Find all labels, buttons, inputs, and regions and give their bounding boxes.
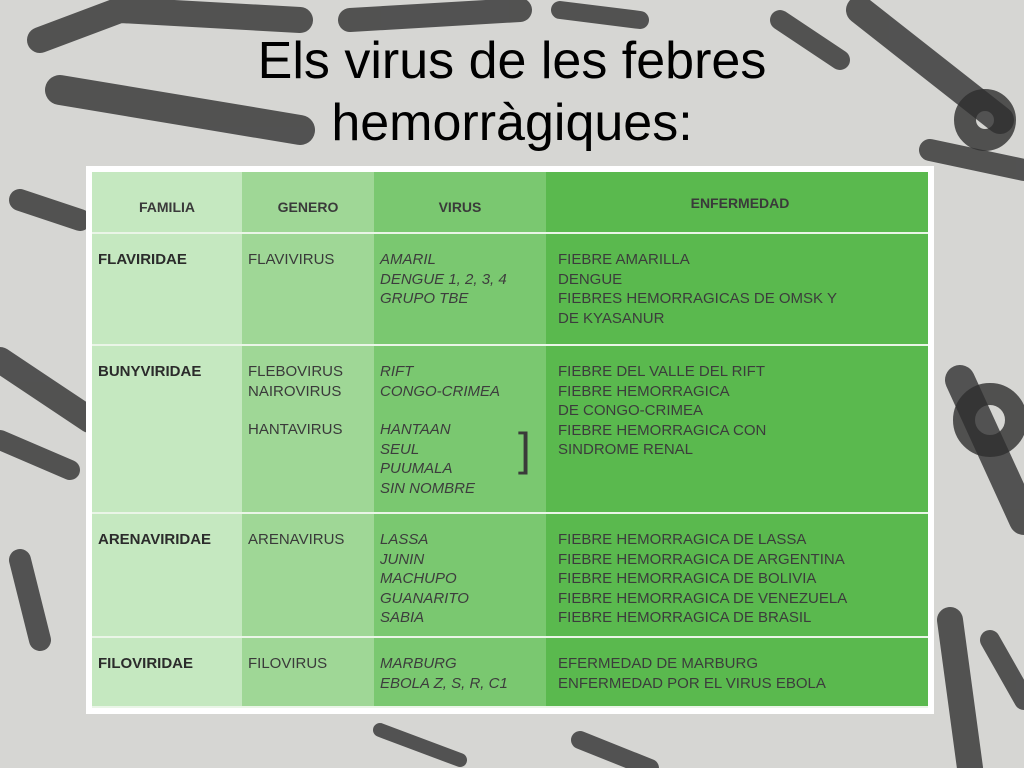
table-cell-line: SIN NOMBRE	[380, 479, 476, 497]
table-cell-line: FILOVIRIDAE	[98, 655, 194, 672]
table-cell-line: FIEBRE HEMORRAGICA	[558, 382, 730, 400]
table-grid	[92, 172, 928, 708]
table-cell-line: GRUPO TBE	[380, 290, 469, 307]
title-line-2: hemorràgiques:	[331, 94, 693, 152]
table-cell-line: FIEBRE HEMORRAGICA DE VENEZUELA	[558, 589, 848, 607]
table-cell-line: EBOLA Z, S, R, C1	[380, 674, 508, 692]
header-enfermedad: ENFERMEDAD	[546, 172, 928, 234]
table-cell-line: MACHUPO	[380, 570, 457, 587]
title-line-1: Els virus de les febres	[257, 32, 767, 90]
cell-genero	[242, 514, 374, 638]
table-cell-line: EFERMEDAD DE MARBURG	[558, 655, 759, 672]
table-cell-line: BUNYVIRIDAE	[98, 363, 202, 380]
table-cell-line: HANTAVIRUS	[248, 421, 343, 438]
table-cell-line: DE CONGO-CRIMEA	[558, 402, 704, 419]
table-cell-line	[248, 401, 368, 420]
table-cell-line: CONGO-CRIMEA	[380, 382, 500, 400]
header-virus: VIRUS	[374, 172, 546, 234]
table-cell-line	[380, 401, 540, 420]
table-cell-line: DENGUE 1, 2, 3, 4	[380, 270, 507, 288]
table-cell-line: LASSA	[380, 531, 429, 548]
cell-familia	[92, 514, 242, 638]
table-cell-line: MARBURG	[380, 655, 457, 672]
table-cell-line: FLEBOVIRUS	[248, 363, 344, 380]
cell-genero	[242, 346, 374, 514]
virus-table	[86, 166, 934, 714]
cell-familia	[92, 234, 242, 346]
cell-genero	[242, 234, 374, 346]
header-genero: GENERO	[242, 172, 374, 234]
table-cell-line: FIEBRE DEL VALLE DEL RIFT	[558, 363, 766, 380]
table-cell-line: AMARIL	[380, 251, 436, 268]
table-cell-line: FIEBRES HEMORRAGICAS DE OMSK Y	[558, 290, 837, 307]
cell-enfermedad	[546, 234, 928, 346]
table-cell-line: RIFT	[380, 363, 414, 380]
cell-virus	[374, 514, 546, 638]
table-cell-line: FIEBRE HEMORRAGICA DE BOLIVIA	[558, 570, 817, 587]
cell-enfermedad	[546, 638, 928, 708]
table-cell-line: PUUMALA	[380, 460, 453, 477]
table-cell-line: ENFERMEDAD POR EL VIRUS EBOLA	[558, 674, 826, 692]
cell-virus	[374, 234, 546, 346]
table-cell-line: ARENAVIRUS	[248, 531, 345, 548]
cell-virus	[374, 638, 546, 708]
table-cell-line: ARENAVIRIDAE	[98, 531, 212, 548]
table-cell-line: FIEBRE HEMORRAGICA DE BRASIL	[558, 609, 812, 626]
cell-familia	[92, 346, 242, 514]
table-cell-line: FIEBRE AMARILLA	[558, 251, 690, 268]
table-cell-line: DENGUE	[558, 270, 623, 288]
table-cell-line: FILOVIRUS	[248, 655, 328, 672]
table-cell-line: GUANARITO	[380, 589, 469, 607]
table-cell-line: FLAVIVIRUS	[248, 251, 335, 268]
cell-genero	[242, 638, 374, 708]
table-cell-line: FLAVIRIDAE	[98, 251, 187, 268]
table-cell-line: HANTAAN	[380, 421, 451, 438]
table-cell-line: SINDROME RENAL	[558, 441, 694, 458]
cell-enfermedad	[546, 514, 928, 638]
table-cell-line: DE KYASANUR	[558, 309, 665, 327]
table-cell-line: NAIROVIRUS	[248, 382, 342, 400]
table-cell-line: FIEBRE HEMORRAGICA DE ARGENTINA	[558, 550, 845, 568]
table-cell-line: FIEBRE HEMORRAGICA DE LASSA	[558, 531, 807, 548]
slide-title	[0, 30, 1024, 154]
cell-enfermedad	[546, 346, 928, 514]
table-cell-line: JUNIN	[380, 550, 425, 568]
table-cell-line: SEUL	[380, 440, 420, 458]
table-cell-line: SABIA	[380, 609, 425, 626]
header-familia: FAMILIA	[92, 172, 242, 234]
cell-familia	[92, 638, 242, 708]
hantavirus-bracket: ]	[518, 423, 531, 475]
table-cell-line: FIEBRE HEMORRAGICA CON	[558, 421, 767, 439]
